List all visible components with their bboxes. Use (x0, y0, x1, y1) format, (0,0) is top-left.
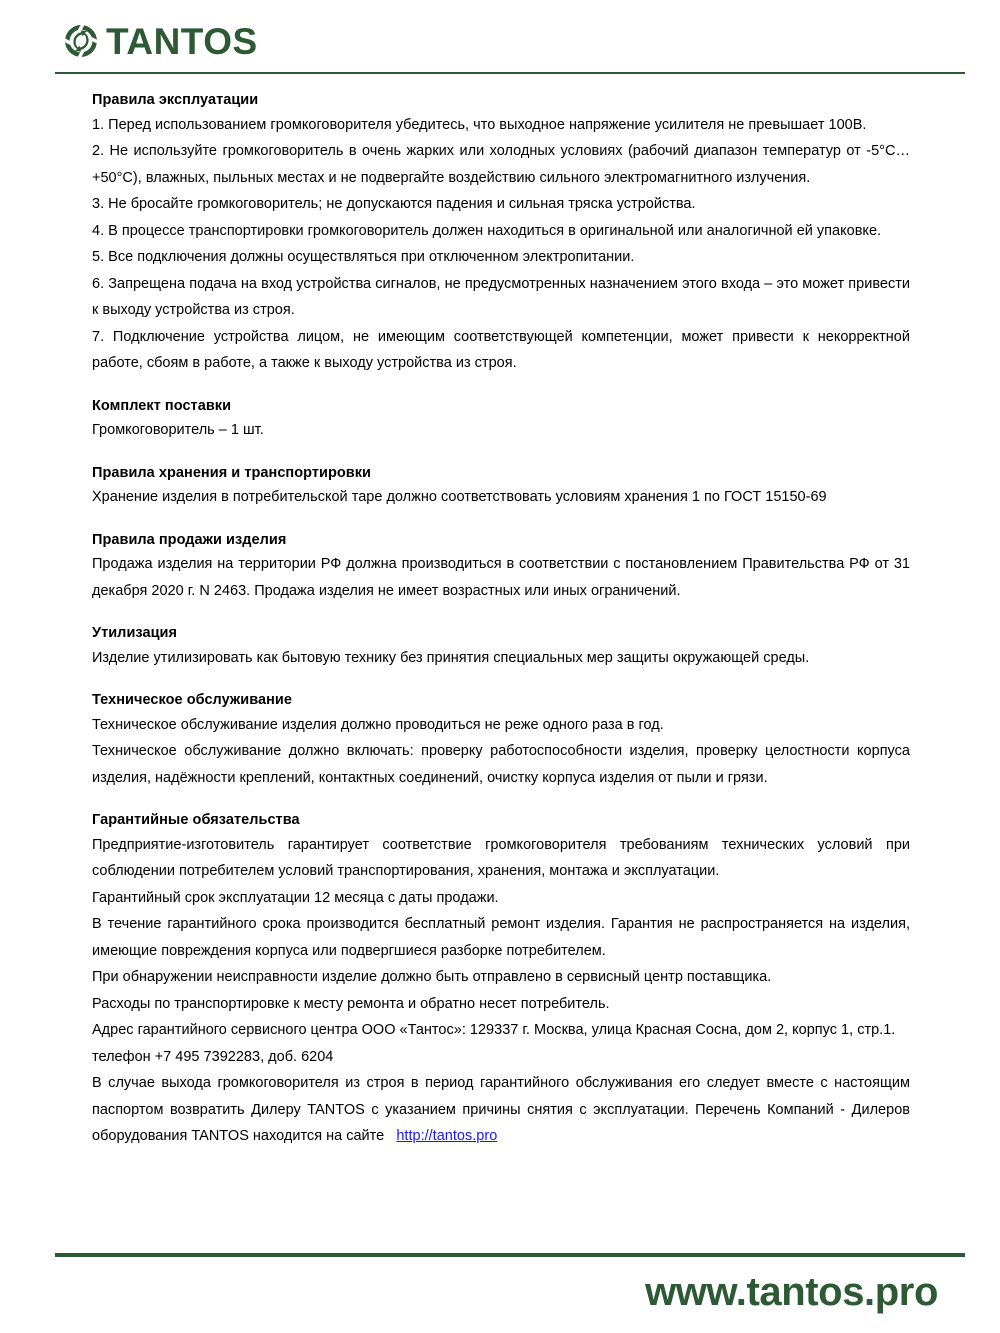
section-spacer (92, 377, 910, 396)
tantos-circular-arrows-icon (62, 22, 100, 60)
paragraph: 7. Подключение устройства лицом, не имеющим соответствующей компетенции, может привести к некорректной работе, сбоям в работе, а также к выходу устройства из строя. (92, 328, 910, 371)
paragraph: Хранение изделия в потребительской таре должно соответствовать условиям хранения 1 по ГОСТ 15150-69 (92, 489, 827, 505)
section-spacer (92, 444, 910, 463)
section-spacer (92, 791, 910, 810)
paragraph: Громкоговоритель – 1 шт. (92, 422, 264, 438)
section-package-contents (92, 396, 910, 444)
section-heading: Правила эксплуатации (92, 92, 259, 108)
page-header (0, 0, 1000, 80)
paragraph: 5. Все подключения должны осуществляться при отключенном электропитании. (92, 249, 635, 265)
paragraph: В течение гарантийного срока производится бесплатный ремонт изделия. Гарантия не распространяется на изделия, имеющие повреждения корпуса или подвергшиеся разборке потребителем. (92, 916, 910, 959)
section-spacer (92, 671, 910, 690)
section-heading: Техническое обслуживание (92, 692, 292, 708)
section-storage-transport-rules (92, 463, 910, 511)
paragraph: 3. Не бросайте громкоговоритель; не допускаются падения и сильная тряска устройства. (92, 196, 696, 212)
paragraph-with-dealer-link (92, 1070, 910, 1150)
section-maintenance (92, 690, 910, 791)
paragraph: Продажа изделия на территории РФ должна производиться в соответствии с постановлением Правительства РФ от 31 декабря 2020 г. N 2463. Продажа изделия не имеет возрастных или иных ограничений. (92, 556, 910, 599)
footer-divider (55, 1253, 965, 1257)
paragraph: Предприятие-изготовитель гарантирует соответствие громкоговорителя требованиям технических условий при соблюдении потребителем условий транспортирования, хранения, монтажа и эксплуатации. (92, 836, 910, 879)
section-heading: Гарантийные обязательства (92, 812, 300, 828)
paragraph: 1. Перед использованием громкоговорителя убедитесь, что выходное напряжение усилителя не превышает 100В. (92, 116, 867, 133)
section-disposal (92, 623, 910, 671)
paragraph: 2. Не используйте громкоговоритель в очень жарких или холодных условиях (рабочий диапазон температур от -5°C…+50°C), влажных, пыльных местах и не подвергайте воздействию сильного электромагнитного излучения. (92, 143, 910, 186)
paragraph: Гарантийный срок эксплуатации 12 месяца с даты продажи. (92, 889, 499, 906)
paragraph: Изделие утилизировать как бытовую технику без принятия специальных мер защиты окружающей среды. (92, 649, 810, 666)
paragraph: Адрес гарантийного сервисного центра ООО «Тантос»: 129337 г. Москва, улица Красная Сосна, дом 2, корпус 1, стр.1. телефон +7 495 7392283, доб. 6204 (92, 1022, 896, 1065)
header-divider (55, 72, 965, 74)
paragraph: Расходы по транспортировке к месту ремонта и обратно несет потребитель. (92, 995, 610, 1012)
section-heading: Правила хранения и транспортировки (92, 464, 372, 481)
section-spacer (92, 511, 910, 530)
paragraph: 4. В процессе транспортировки громкоговоритель должен находиться в оригинальной или аналогичной ей упаковке. (92, 222, 882, 239)
paragraph: При обнаружении неисправности изделие должно быть отправлено в сервисный центр поставщика. (92, 969, 772, 985)
section-operating-rules (92, 90, 910, 377)
document-body (92, 90, 910, 1150)
brand-wordmark: TANTOS (106, 20, 258, 62)
paragraph: Техническое обслуживание изделия должно проводиться не реже одного раза в год. (92, 716, 664, 733)
paragraph: 6. Запрещена подача на вход устройства сигналов, не предусмотренных назначением этого входа – это может привести к выходу устройства из строя. (92, 275, 910, 318)
section-sales-rules (92, 530, 910, 605)
section-spacer (92, 604, 910, 623)
tantos-website-link[interactable]: http://tantos.pro (396, 1128, 498, 1144)
closing-text: В случае выхода громкоговорителя из строя в период гарантийного обслуживания его следует вместе с настоящим паспортом возвратить Дилеру TANTOS с указанием причины снятия с эксплуатации. Перечень Компаний - Дилеров оборудования TANTOS находится на сайте (92, 1075, 910, 1144)
section-heading: Утилизация (92, 625, 178, 641)
section-heading: Правила продажи изделия (92, 531, 287, 548)
section-warranty (92, 810, 910, 1150)
tantos-logo (62, 22, 258, 60)
footer-website-url: www.tantos.pro (645, 1270, 938, 1314)
paragraph: Техническое обслуживание должно включать: проверку работоспособности изделия, проверку целостности корпуса изделия, надёжности креплений, контактных соединений, очистку корпуса изделия от пыли и грязи. (92, 743, 910, 786)
section-heading: Комплект поставки (92, 397, 232, 414)
